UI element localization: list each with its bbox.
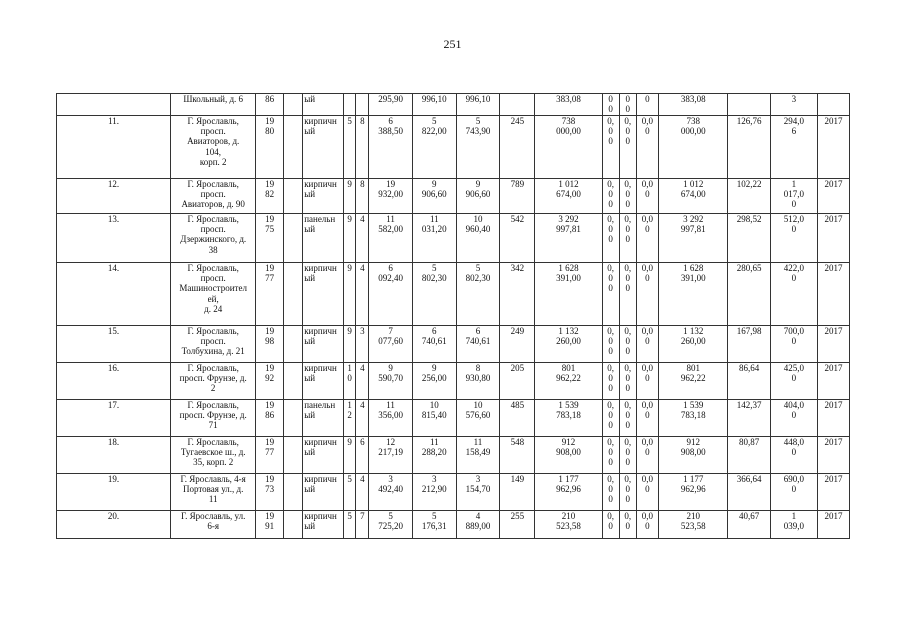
federal-fund-cell: 0, 0 0 [602, 214, 619, 263]
table-row [57, 179, 850, 214]
address-cell: Г. Ярославль, просп. Авиаторов, д. 90 [171, 179, 256, 214]
year-cell: 86 [256, 94, 284, 116]
completion-year-cell [817, 94, 849, 116]
entrances-cell: 4 [356, 363, 369, 400]
owners-funds-cell: 801 962,22 [659, 363, 728, 400]
living-area-cell: 3 212,90 [412, 474, 456, 511]
residential-area-cell: 10 960,40 [456, 214, 500, 263]
residents-cell: 548 [500, 437, 535, 474]
max-unit-cost-cell: 425,0 0 [770, 363, 817, 400]
table-row [57, 326, 850, 363]
total-cost-cell: 1 177 962,96 [535, 474, 602, 511]
year-cell: 19 91 [256, 511, 284, 539]
entrances-cell: 4 [356, 400, 369, 437]
max-unit-cost-cell: 1 017,0 0 [770, 179, 817, 214]
wall-material-cell: кирпичн ый [303, 363, 344, 400]
table-row [57, 400, 850, 437]
row-number-cell: 13. [57, 214, 171, 263]
floors-cell: 9 [343, 326, 356, 363]
max-unit-cost-cell: 422,0 0 [770, 263, 817, 326]
total-area-cell: 11 582,00 [369, 214, 413, 263]
year-cell: 19 98 [256, 326, 284, 363]
unit-cost-cell: 280,65 [728, 263, 771, 326]
housing-repair-table [56, 93, 850, 539]
floors-cell: 9 [343, 263, 356, 326]
floors-cell: 5 [343, 511, 356, 539]
row-number-cell [57, 94, 171, 116]
wall-material-cell: кирпичн ый [303, 437, 344, 474]
regional-budget-cell: 0, 0 0 [619, 326, 636, 363]
total-area-cell: 6 388,50 [369, 116, 413, 179]
federal-fund-cell: 0, 0 0 [602, 437, 619, 474]
max-unit-cost-cell: 1 039,0 [770, 511, 817, 539]
empty-cell [284, 326, 303, 363]
federal-fund-cell: 0, 0 0 [602, 326, 619, 363]
total-area-cell: 295,90 [369, 94, 413, 116]
regional-budget-cell: 0, 0 0 [619, 263, 636, 326]
address-cell: Г. Ярославль, просп. Толбухина, д. 21 [171, 326, 256, 363]
year-cell: 19 77 [256, 437, 284, 474]
unit-cost-cell: 40,67 [728, 511, 771, 539]
local-budget-cell: 0,0 0 [636, 474, 658, 511]
residents-cell: 542 [500, 214, 535, 263]
residents-cell: 255 [500, 511, 535, 539]
local-budget-cell: 0,0 0 [636, 214, 658, 263]
total-area-cell: 12 217,19 [369, 437, 413, 474]
address-cell: Школьный, д. 6 [171, 94, 256, 116]
table-row [57, 214, 850, 263]
empty-cell [284, 437, 303, 474]
unit-cost-cell [728, 94, 771, 116]
residential-area-cell: 4 889,00 [456, 511, 500, 539]
table-row [57, 94, 850, 116]
living-area-cell: 10 815,40 [412, 400, 456, 437]
residential-area-cell: 6 740,61 [456, 326, 500, 363]
floors-cell: 1 2 [343, 400, 356, 437]
wall-material-cell: ый [303, 94, 344, 116]
unit-cost-cell: 298,52 [728, 214, 771, 263]
total-area-cell: 19 932,00 [369, 179, 413, 214]
completion-year-cell: 2017 [817, 263, 849, 326]
unit-cost-cell: 80,87 [728, 437, 771, 474]
regional-budget-cell: 0, 0 0 [619, 437, 636, 474]
table-row [57, 263, 850, 326]
completion-year-cell: 2017 [817, 437, 849, 474]
living-area-cell: 11 031,20 [412, 214, 456, 263]
local-budget-cell: 0,0 0 [636, 116, 658, 179]
total-cost-cell: 3 292 997,81 [535, 214, 602, 263]
residents-cell: 149 [500, 474, 535, 511]
living-area-cell: 6 740,61 [412, 326, 456, 363]
max-unit-cost-cell: 3 [770, 94, 817, 116]
year-cell: 19 82 [256, 179, 284, 214]
local-budget-cell: 0,0 0 [636, 326, 658, 363]
empty-cell [284, 511, 303, 539]
living-area-cell: 11 288,20 [412, 437, 456, 474]
total-area-cell: 5 725,20 [369, 511, 413, 539]
wall-material-cell: кирпичн ый [303, 326, 344, 363]
wall-material-cell: панельн ый [303, 400, 344, 437]
residents-cell [500, 94, 535, 116]
unit-cost-cell: 167,98 [728, 326, 771, 363]
address-cell: Г. Ярославль, ул. 6-я [171, 511, 256, 539]
unit-cost-cell: 126,76 [728, 116, 771, 179]
address-cell: Г. Ярославль, просп. Фрунзе, д. 2 [171, 363, 256, 400]
total-cost-cell: 210 523,58 [535, 511, 602, 539]
unit-cost-cell: 142,37 [728, 400, 771, 437]
table-row [57, 363, 850, 400]
total-area-cell: 6 092,40 [369, 263, 413, 326]
total-area-cell: 9 590,70 [369, 363, 413, 400]
empty-cell [284, 263, 303, 326]
wall-material-cell: кирпичн ый [303, 511, 344, 539]
empty-cell [284, 400, 303, 437]
row-number-cell: 18. [57, 437, 171, 474]
unit-cost-cell: 102,22 [728, 179, 771, 214]
federal-fund-cell: 0, 0 0 [602, 116, 619, 179]
year-cell: 19 92 [256, 363, 284, 400]
owners-funds-cell: 912 908,00 [659, 437, 728, 474]
living-area-cell: 5 176,31 [412, 511, 456, 539]
row-number-cell: 15. [57, 326, 171, 363]
row-number-cell: 12. [57, 179, 171, 214]
year-cell: 19 77 [256, 263, 284, 326]
floors-cell: 5 [343, 474, 356, 511]
empty-cell [284, 363, 303, 400]
owners-funds-cell: 1 628 391,00 [659, 263, 728, 326]
entrances-cell: 4 [356, 263, 369, 326]
max-unit-cost-cell: 448,0 0 [770, 437, 817, 474]
local-budget-cell: 0,0 0 [636, 179, 658, 214]
floors-cell: 9 [343, 437, 356, 474]
max-unit-cost-cell: 690,0 0 [770, 474, 817, 511]
completion-year-cell: 2017 [817, 363, 849, 400]
federal-fund-cell: 0, 0 [602, 511, 619, 539]
federal-fund-cell: 0, 0 0 [602, 179, 619, 214]
living-area-cell: 5 822,00 [412, 116, 456, 179]
row-number-cell: 11. [57, 116, 171, 179]
total-cost-cell: 912 908,00 [535, 437, 602, 474]
empty-cell [284, 116, 303, 179]
completion-year-cell: 2017 [817, 179, 849, 214]
total-cost-cell: 1 539 783,18 [535, 400, 602, 437]
residents-cell: 789 [500, 179, 535, 214]
residents-cell: 249 [500, 326, 535, 363]
total-area-cell: 11 356,00 [369, 400, 413, 437]
wall-material-cell: кирпичн ый [303, 263, 344, 326]
wall-material-cell: кирпичн ый [303, 116, 344, 179]
address-cell: Г. Ярославль, просп. Авиаторов, д. 104, корп. 2 [171, 116, 256, 179]
owners-funds-cell: 1 012 674,00 [659, 179, 728, 214]
total-cost-cell: 383,08 [535, 94, 602, 116]
empty-cell [284, 474, 303, 511]
year-cell: 19 73 [256, 474, 284, 511]
max-unit-cost-cell: 404,0 0 [770, 400, 817, 437]
local-budget-cell: 0,0 0 [636, 363, 658, 400]
local-budget-cell: 0,0 0 [636, 437, 658, 474]
max-unit-cost-cell: 512,0 0 [770, 214, 817, 263]
residential-area-cell: 996,10 [456, 94, 500, 116]
local-budget-cell: 0 [636, 94, 658, 116]
max-unit-cost-cell: 294,0 6 [770, 116, 817, 179]
regional-budget-cell: 0, 0 [619, 511, 636, 539]
entrances-cell: 8 [356, 116, 369, 179]
floors-cell: 9 [343, 179, 356, 214]
residential-area-cell: 5 802,30 [456, 263, 500, 326]
living-area-cell: 5 802,30 [412, 263, 456, 326]
residents-cell: 342 [500, 263, 535, 326]
total-cost-cell: 738 000,00 [535, 116, 602, 179]
unit-cost-cell: 86,64 [728, 363, 771, 400]
floors-cell: 9 [343, 214, 356, 263]
floors-cell: 5 [343, 116, 356, 179]
address-cell: Г. Ярославль, 4-я Портовая ул., д. 11 [171, 474, 256, 511]
row-number-cell: 17. [57, 400, 171, 437]
total-cost-cell: 1 132 260,00 [535, 326, 602, 363]
total-cost-cell: 801 962,22 [535, 363, 602, 400]
total-cost-cell: 1 012 674,00 [535, 179, 602, 214]
unit-cost-cell: 366,64 [728, 474, 771, 511]
owners-funds-cell: 3 292 997,81 [659, 214, 728, 263]
page-number: 251 [443, 37, 462, 51]
owners-funds-cell: 1 539 783,18 [659, 400, 728, 437]
entrances-cell: 4 [356, 214, 369, 263]
owners-funds-cell: 738 000,00 [659, 116, 728, 179]
residents-cell: 245 [500, 116, 535, 179]
wall-material-cell: панельн ый [303, 214, 344, 263]
living-area-cell: 996,10 [412, 94, 456, 116]
max-unit-cost-cell: 700,0 0 [770, 326, 817, 363]
local-budget-cell: 0,0 0 [636, 263, 658, 326]
table-row [57, 116, 850, 179]
row-number-cell: 20. [57, 511, 171, 539]
federal-fund-cell: 0, 0 0 [602, 474, 619, 511]
table-row [57, 474, 850, 511]
floors-cell: 1 0 [343, 363, 356, 400]
year-cell: 19 80 [256, 116, 284, 179]
empty-cell [284, 179, 303, 214]
address-cell: Г. Ярославль, просп. Фрунзе, д. 71 [171, 400, 256, 437]
year-cell: 19 75 [256, 214, 284, 263]
address-cell: Г. Ярославль, просп. Машиностроител ей, д. 24 [171, 263, 256, 326]
total-cost-cell: 1 628 391,00 [535, 263, 602, 326]
federal-fund-cell: 0, 0 0 [602, 363, 619, 400]
total-area-cell: 3 492,40 [369, 474, 413, 511]
living-area-cell: 9 256,00 [412, 363, 456, 400]
residential-area-cell: 5 743,90 [456, 116, 500, 179]
year-cell: 19 86 [256, 400, 284, 437]
row-number-cell: 16. [57, 363, 171, 400]
completion-year-cell: 2017 [817, 116, 849, 179]
federal-fund-cell: 0, 0 0 [602, 400, 619, 437]
completion-year-cell: 2017 [817, 511, 849, 539]
empty-cell [284, 94, 303, 116]
owners-funds-cell: 1 177 962,96 [659, 474, 728, 511]
table-row [57, 437, 850, 474]
regional-budget-cell: 0, 0 0 [619, 116, 636, 179]
address-cell: Г. Ярославль, просп. Дзержинского, д. 38 [171, 214, 256, 263]
wall-material-cell: кирпичн ый [303, 179, 344, 214]
regional-budget-cell: 0 0 [619, 94, 636, 116]
row-number-cell: 14. [57, 263, 171, 326]
completion-year-cell: 2017 [817, 400, 849, 437]
federal-fund-cell: 0, 0 0 [602, 263, 619, 326]
regional-budget-cell: 0, 0 0 [619, 179, 636, 214]
floors-cell [343, 94, 356, 116]
residential-area-cell: 10 576,60 [456, 400, 500, 437]
regional-budget-cell: 0, 0 0 [619, 214, 636, 263]
local-budget-cell: 0,0 0 [636, 400, 658, 437]
living-area-cell: 9 906,60 [412, 179, 456, 214]
address-cell: Г. Ярославль, Тугаевское ш., д. 35, корп. 2 [171, 437, 256, 474]
regional-budget-cell: 0, 0 0 [619, 363, 636, 400]
local-budget-cell: 0,0 0 [636, 511, 658, 539]
wall-material-cell: кирпичн ый [303, 474, 344, 511]
entrances-cell: 4 [356, 474, 369, 511]
entrances-cell: 8 [356, 179, 369, 214]
table-row [57, 511, 850, 539]
owners-funds-cell: 1 132 260,00 [659, 326, 728, 363]
regional-budget-cell: 0, 0 0 [619, 474, 636, 511]
completion-year-cell: 2017 [817, 214, 849, 263]
regional-budget-cell: 0, 0 0 [619, 400, 636, 437]
empty-cell [284, 214, 303, 263]
total-area-cell: 7 077,60 [369, 326, 413, 363]
residents-cell: 485 [500, 400, 535, 437]
residential-area-cell: 11 158,49 [456, 437, 500, 474]
federal-fund-cell: 0 0 [602, 94, 619, 116]
completion-year-cell: 2017 [817, 326, 849, 363]
residential-area-cell: 8 930,80 [456, 363, 500, 400]
entrances-cell [356, 94, 369, 116]
entrances-cell: 3 [356, 326, 369, 363]
owners-funds-cell: 383,08 [659, 94, 728, 116]
row-number-cell: 19. [57, 474, 171, 511]
residential-area-cell: 9 906,60 [456, 179, 500, 214]
completion-year-cell: 2017 [817, 474, 849, 511]
owners-funds-cell: 210 523,58 [659, 511, 728, 539]
entrances-cell: 6 [356, 437, 369, 474]
residents-cell: 205 [500, 363, 535, 400]
entrances-cell: 7 [356, 511, 369, 539]
residential-area-cell: 3 154,70 [456, 474, 500, 511]
